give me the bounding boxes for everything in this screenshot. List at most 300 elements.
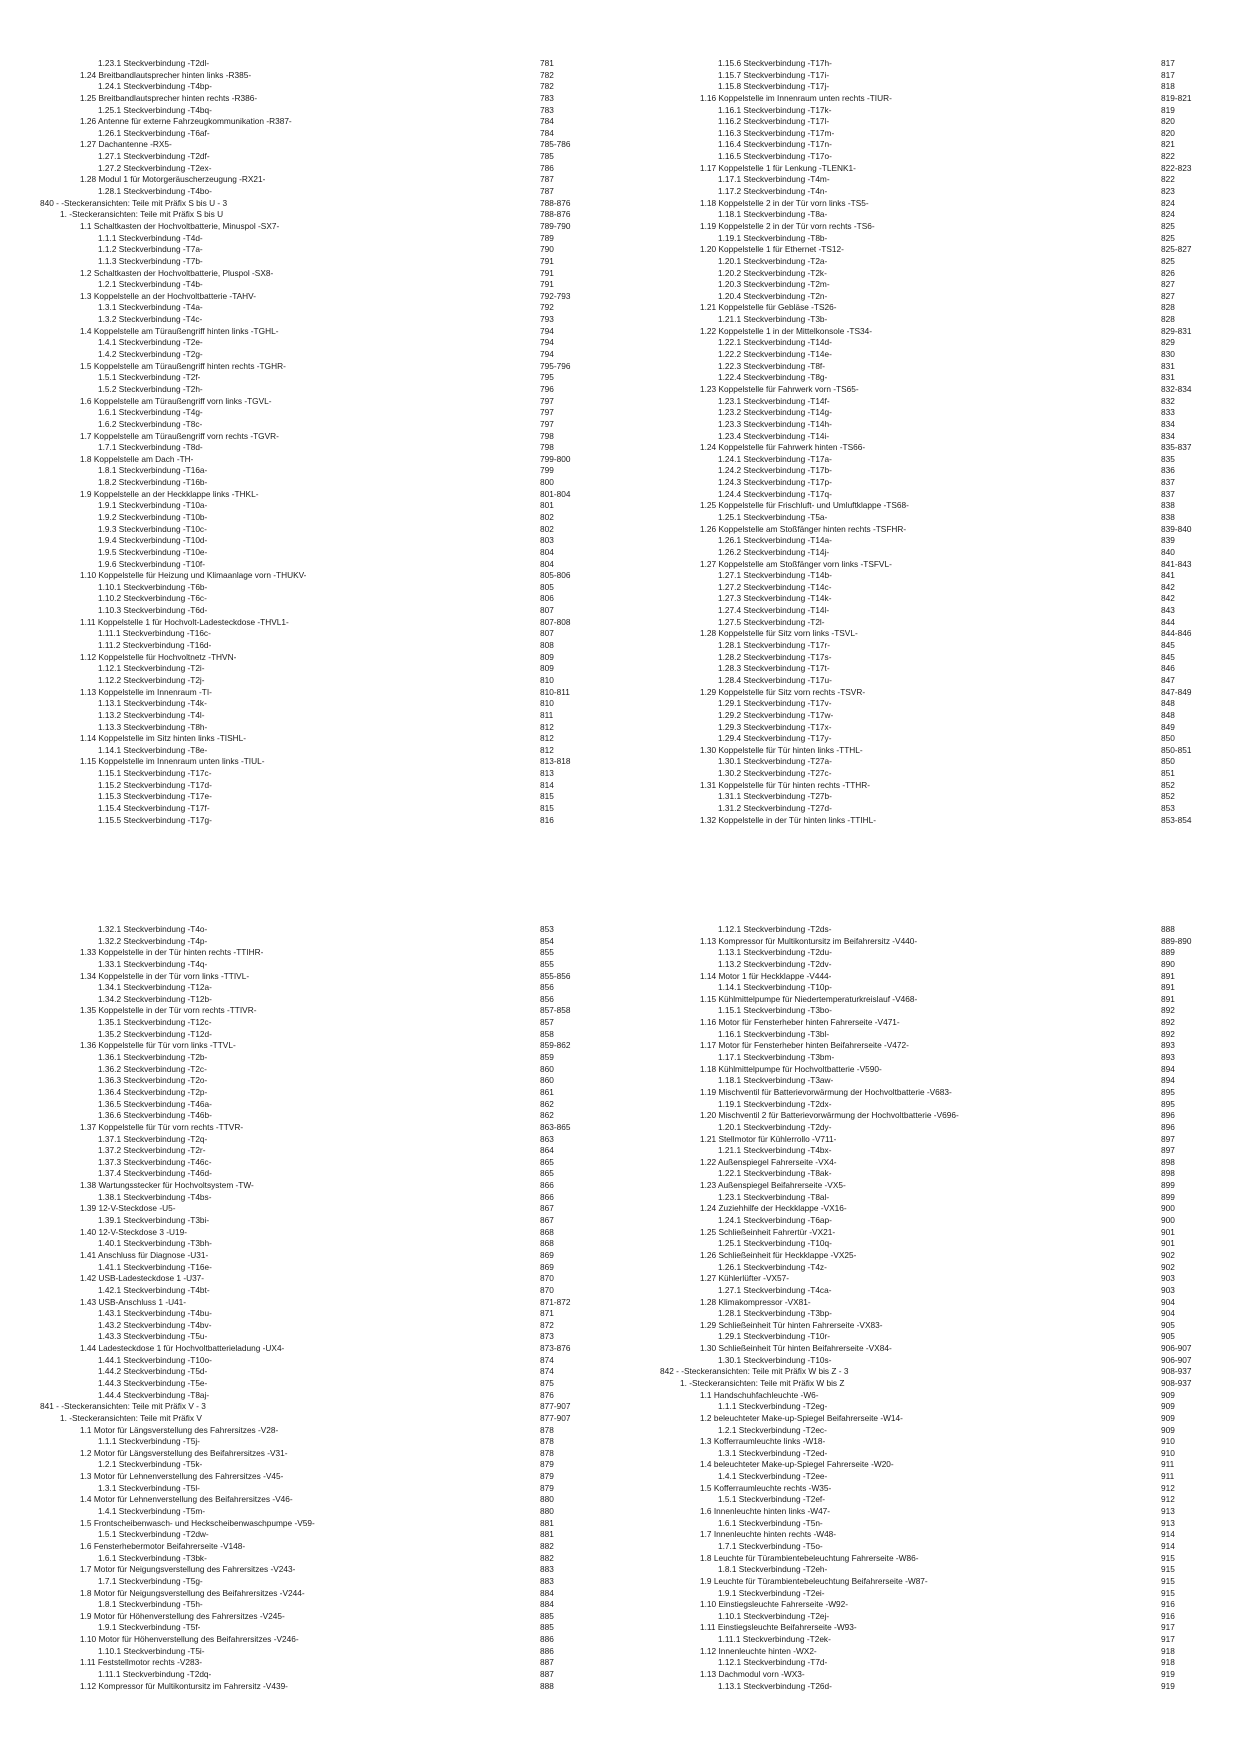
toc-entry [40, 268, 600, 280]
toc-entry [660, 163, 1220, 175]
toc-entry-page: 834 [1161, 430, 1175, 441]
toc-entry-page: 835-837 [1161, 442, 1192, 453]
toc-entry [40, 1168, 600, 1180]
toc-entry-title: 1.3 Kofferraumleuchte links -W18- [700, 1436, 826, 1447]
toc-entry [40, 722, 600, 734]
toc-entry-title: 1.8.1 Steckverbindung -T16a- [98, 465, 208, 476]
toc-entry [40, 1366, 600, 1378]
toc-entry-page: 857-858 [540, 1005, 571, 1016]
toc-entry-page: 795-796 [540, 360, 571, 371]
toc-entry [660, 151, 1220, 163]
toc-entry [40, 1203, 600, 1215]
toc-entry-page: 877-907 [540, 1412, 571, 1423]
toc-entry [660, 384, 1220, 396]
toc-entry [660, 186, 1220, 198]
toc-entry-title: 1.25.1 Steckverbindung -T5a- [718, 511, 828, 522]
toc-entry-page: 897 [1161, 1133, 1175, 1144]
toc-entry-page: 882 [540, 1540, 554, 1551]
toc-entry [660, 372, 1220, 384]
toc-entry-title: 1.18.1 Steckverbindung -T3aw- [718, 1075, 834, 1086]
toc-entry [660, 1681, 1220, 1693]
toc-entry [660, 1331, 1220, 1343]
toc-entry-page: 797 [540, 395, 554, 406]
toc-entry-title: 1.22 Außenspiegel Fahrerseite -VX4- [700, 1156, 837, 1167]
toc-entry-page: 851 [1161, 768, 1175, 779]
toc-entry [40, 431, 600, 443]
toc-entry-title: 1.9.1 Steckverbindung -T2ei- [718, 1587, 825, 1598]
toc-entry-title: 842 - -Steckeransichten: Teile mit Präfix W bis Z - 3 [660, 1366, 849, 1377]
toc-entry-page: 869 [540, 1249, 554, 1260]
toc-entry-title: 1.13.1 Steckverbindung -T4k- [98, 698, 207, 709]
toc-entry-title: 1.25.1 Steckverbindung -T10q- [718, 1238, 832, 1249]
toc-entry-title: 1.23.4 Steckverbindung -T14i- [718, 430, 830, 441]
toc-entry-title: 1.25 Breitbandlautsprecher hinten rechts -R386- [80, 92, 258, 103]
toc-entry [40, 1250, 600, 1262]
toc-entry [660, 326, 1220, 338]
toc-entry-title: 1.21 Koppelstelle für Gebläse -TS26- [700, 302, 837, 313]
toc-entry-title: 1.21 Stellmotor für Kühlerrollo -V711- [700, 1133, 837, 1144]
toc-entry-title: 1.9.1 Steckverbindung -T10a- [98, 500, 208, 511]
toc-entry-title: 1.17.1 Steckverbindung -T4m- [718, 174, 830, 185]
toc-entry-page: 903 [1161, 1273, 1175, 1284]
toc-entry-title: 1.8 Motor für Neigungsverstellung des Beifahrersitzes -V244- [80, 1587, 305, 1598]
toc-entry [40, 710, 600, 722]
toc-entry [660, 209, 1220, 221]
toc-entry-page: 815 [540, 791, 554, 802]
toc-entry-title: 1.39 12-V-Steckdose -U5- [80, 1203, 176, 1214]
toc-entry-title: 1.5.1 Steckverbindung -T2dw- [98, 1529, 209, 1540]
toc-entry-title: 1.29.1 Steckverbindung -T17v- [718, 698, 832, 709]
toc-entry-title: 1.11.1 Steckverbindung -T16c- [98, 628, 211, 639]
toc-entry-page: 829-831 [1161, 325, 1192, 336]
toc-entry [40, 198, 600, 210]
toc-entry [660, 1040, 1220, 1052]
toc-entry-title: 1.27 Kühlerlüfter -VX57- [700, 1273, 790, 1284]
toc-entry [40, 780, 600, 792]
toc-entry-page: 785-786 [540, 139, 571, 150]
toc-entry [660, 756, 1220, 768]
toc-entry [660, 733, 1220, 745]
toc-block-bottom-left [40, 924, 600, 1698]
toc-entry [40, 139, 600, 151]
toc-entry-title: 1.43 USB-Anschluss 1 -U41- [80, 1296, 187, 1307]
toc-entry-title: 1.37.3 Steckverbindung -T46c- [98, 1156, 212, 1167]
toc-entry-title: 1.3.1 Steckverbindung -T5l- [98, 1482, 200, 1493]
toc-entry-page: 819 [1161, 104, 1175, 115]
toc-entry [40, 663, 600, 675]
toc-entry [660, 1075, 1220, 1087]
toc-entry-page: 888 [1161, 924, 1175, 934]
toc-entry-title: 1.13.1 Steckverbindung -T26d- [718, 1680, 832, 1691]
toc-entry-page: 802 [540, 511, 554, 522]
toc-entry-page: 853-854 [1161, 814, 1192, 825]
toc-entry [660, 1529, 1220, 1541]
toc-entry-page: 891 [1161, 993, 1175, 1004]
toc-entry-title: 1.9.1 Steckverbindung -T5f- [98, 1622, 201, 1633]
toc-entry-page: 832 [1161, 395, 1175, 406]
toc-entry [40, 314, 600, 326]
toc-entry [660, 500, 1220, 512]
toc-entry-page: 906-907 [1161, 1343, 1192, 1354]
toc-entry-page: 844 [1161, 616, 1175, 627]
toc-entry [660, 477, 1220, 489]
toc-entry-page: 858 [540, 1028, 554, 1039]
toc-entry [660, 70, 1220, 82]
toc-entry-title: 1.1 Handschuhfachleuchte -W6- [700, 1389, 819, 1400]
toc-entry-title: 1.8.1 Steckverbindung -T2eh- [718, 1564, 828, 1575]
toc-entry [40, 1657, 600, 1669]
toc-entry [660, 1657, 1220, 1669]
toc-entry-title: 1.2 beleuchteter Make-up-Spiegel Beifahrerseite -W14- [700, 1412, 903, 1423]
toc-entry [660, 1064, 1220, 1076]
toc-entry [40, 791, 600, 803]
toc-entry-page: 817 [1161, 58, 1175, 68]
toc-entry [660, 419, 1220, 431]
toc-entry-page: 878 [540, 1447, 554, 1458]
toc-entry-page: 790 [540, 244, 554, 255]
toc-entry-page: 916 [1161, 1610, 1175, 1621]
toc-entry-title: 1.12.1 Steckverbindung -T2i- [98, 663, 205, 674]
toc-entry-page: 791 [540, 279, 554, 290]
toc-entry [660, 1576, 1220, 1588]
toc-entry-page: 807-808 [540, 616, 571, 627]
toc-entry-page: 841-843 [1161, 558, 1192, 569]
toc-entry-page: 885 [540, 1610, 554, 1621]
toc-entry-page: 824 [1161, 209, 1175, 220]
toc-entry [40, 1157, 600, 1169]
toc-entry [40, 1518, 600, 1530]
toc-entry-page: 794 [540, 337, 554, 348]
toc-entry-page: 853 [1161, 803, 1175, 813]
toc-entry-page: 848 [1161, 698, 1175, 709]
toc-entry-title: 1.26.1 Steckverbindung -T4z- [718, 1261, 827, 1272]
toc-entry-title: 1.34.2 Steckverbindung -T12b- [98, 993, 212, 1004]
toc-entry [660, 535, 1220, 547]
toc-entry-page: 845 [1161, 640, 1175, 651]
toc-entry-title: 1.44.3 Steckverbindung -T5e- [98, 1377, 208, 1388]
toc-entry-page: 840 [1161, 546, 1175, 557]
toc-entry [660, 1262, 1220, 1274]
toc-entry [40, 349, 600, 361]
toc-entry-page: 822 [1161, 151, 1175, 162]
toc-entry [40, 70, 600, 82]
toc-entry [660, 221, 1220, 233]
toc-entry-title: 1.26.2 Steckverbindung -T14j- [718, 546, 830, 557]
toc-entry [40, 1541, 600, 1553]
toc-entry-page: 835 [1161, 453, 1175, 464]
toc-entry [660, 442, 1220, 454]
toc-entry-title: 1.30.2 Steckverbindung -T27c- [718, 768, 832, 779]
toc-entry-title: 1.36.3 Steckverbindung -T2o- [98, 1075, 208, 1086]
toc-entry-title: 1.28.1 Steckverbindung -T3bp- [718, 1308, 832, 1319]
toc-entry-title: 1.28.3 Steckverbindung -T17t- [718, 663, 830, 674]
toc-entry [40, 1425, 600, 1437]
toc-entry-page: 804 [540, 546, 554, 557]
toc-entry [40, 1413, 600, 1425]
toc-entry [40, 756, 600, 768]
toc-entry-title: 1.10.1 Steckverbindung -T6b- [98, 581, 208, 592]
toc-entry [660, 547, 1220, 559]
toc-entry [660, 959, 1220, 971]
toc-entry-title: 1.20.4 Steckverbindung -T2n- [718, 290, 828, 301]
toc-entry-title: 1.3 Koppelstelle an der Hochvoltbatterie -TAHV- [80, 290, 257, 301]
toc-entry-page: 856 [540, 993, 554, 1004]
toc-entry-title: 1.23 Außenspiegel Beifahrerseite -VX5- [700, 1180, 846, 1191]
toc-entry-page: 860 [540, 1063, 554, 1074]
toc-entry-page: 912 [1161, 1494, 1175, 1505]
toc-entry-title: 1.6.1 Steckverbindung -T4g- [98, 407, 203, 418]
toc-entry-title: 1.15.8 Steckverbindung -T17j- [718, 81, 830, 92]
toc-entry [40, 1017, 600, 1029]
toc-entry [660, 687, 1220, 699]
toc-entry-title: 1.28.2 Steckverbindung -T17s- [718, 651, 832, 662]
toc-entry-title: 1.20 Mischventil 2 für Batterievorwärmung der Hochvoltbatterie -V696- [700, 1110, 959, 1121]
toc-entry-page: 899 [1161, 1191, 1175, 1202]
toc-entry-page: 842 [1161, 581, 1175, 592]
toc-entry [660, 314, 1220, 326]
toc-entry-page: 825 [1161, 255, 1175, 266]
toc-entry-page: 917 [1161, 1634, 1175, 1645]
toc-entry-page: 884 [540, 1587, 554, 1598]
toc-entry-page: 841 [1161, 570, 1175, 581]
toc-entry-page: 861 [540, 1086, 554, 1097]
toc-entry [40, 1320, 600, 1332]
toc-entry-title: 1.17.2 Steckverbindung -T4n- [718, 186, 828, 197]
toc-entry-page: 892 [1161, 1005, 1175, 1016]
toc-entry-page: 865 [540, 1168, 554, 1179]
toc-entry-page: 783 [540, 104, 554, 115]
toc-entry-page: 909 [1161, 1401, 1175, 1412]
toc-entry-page: 884 [540, 1599, 554, 1610]
toc-entry [660, 256, 1220, 268]
toc-entry-page: 882 [540, 1552, 554, 1563]
toc-entry-page: 902 [1161, 1249, 1175, 1260]
toc-entry [40, 1471, 600, 1483]
toc-entry-page: 823 [1161, 186, 1175, 197]
toc-entry [40, 1564, 600, 1576]
toc-entry-page: 886 [540, 1634, 554, 1645]
toc-entry [660, 1378, 1220, 1390]
toc-entry-title: 1.27.2 Steckverbindung -T2ex- [98, 162, 212, 173]
toc-entry [40, 163, 600, 175]
toc-entry-page: 815 [540, 803, 554, 813]
toc-entry [660, 1134, 1220, 1146]
toc-entry-title: 1.20.1 Steckverbindung -T2a- [718, 255, 828, 266]
toc-entry-title: 1.16.1 Steckverbindung -T17k- [718, 104, 832, 115]
toc-entry-title: 1.5.1 Steckverbindung -T2f- [98, 372, 201, 383]
toc-entry-title: 1.18 Koppelstelle 2 in der Tür vorn links -TS5- [700, 197, 869, 208]
toc-entry-page: 880 [540, 1494, 554, 1505]
toc-entry [40, 1215, 600, 1227]
toc-entry-page: 860 [540, 1075, 554, 1086]
toc-entry-title: 1.2.1 Steckverbindung -T5k- [98, 1459, 203, 1470]
toc-entry [40, 1529, 600, 1541]
toc-entry-title: 1.24 Zuziehhilfe der Heckklappe -VX16- [700, 1203, 847, 1214]
toc-entry-title: 1.43.2 Steckverbindung -T4bv- [98, 1319, 212, 1330]
toc-entry-title: 1.27.5 Steckverbindung -T2l- [718, 616, 825, 627]
toc-entry-title: 1.7 Motor für Neigungsverstellung des Fahrersitzes -V243- [80, 1564, 296, 1575]
toc-entry [660, 628, 1220, 640]
toc-entry-title: 1.20 Koppelstelle 1 für Ethernet -TS12- [700, 244, 844, 255]
toc-entry-title: 1.10.1 Steckverbindung -T2ej- [718, 1610, 830, 1621]
toc-entry [40, 947, 600, 959]
toc-entry-title: 1. -Steckeransichten: Teile mit Präfix W bis Z [680, 1377, 845, 1388]
toc-entry [660, 1180, 1220, 1192]
toc-entry-title: 1.29 Koppelstelle für Sitz vorn rechts -TSVR- [700, 686, 866, 697]
toc-entry-title: 1.27.1 Steckverbindung -T14b- [718, 570, 832, 581]
toc-entry-title: 1.44.2 Steckverbindung -T5d- [98, 1366, 208, 1377]
toc-entry [40, 337, 600, 349]
toc-entry-page: 810 [540, 674, 554, 685]
toc-entry-page: 913 [1161, 1506, 1175, 1517]
toc-entry-title: 1.6.1 Steckverbindung -T5n- [718, 1517, 823, 1528]
toc-entry-title: 1.19.1 Steckverbindung -T2dx- [718, 1098, 832, 1109]
toc-entry [40, 971, 600, 983]
toc-entry [40, 326, 600, 338]
toc-entry-title: 1.18.1 Steckverbindung -T8a- [718, 209, 828, 220]
toc-entry-page: 912 [1161, 1482, 1175, 1493]
toc-entry [40, 803, 600, 815]
toc-entry-page: 892 [1161, 1017, 1175, 1028]
toc-entry-page: 812 [540, 744, 554, 755]
toc-entry-title: 1.39.1 Steckverbindung -T3bi- [98, 1215, 210, 1226]
toc-entry-page: 827 [1161, 290, 1175, 301]
toc-entry-page: 825 [1161, 220, 1175, 231]
toc-entry-page: 792-793 [540, 290, 571, 301]
toc-entry-title: 1.5.2 Steckverbindung -T2h- [98, 383, 203, 394]
toc-entry-page: 896 [1161, 1121, 1175, 1132]
toc-entry [660, 337, 1220, 349]
toc-entry-title: 1.29.2 Steckverbindung -T17w- [718, 709, 834, 720]
toc-entry [40, 1390, 600, 1402]
toc-entry-title: 1.36.1 Steckverbindung -T2b- [98, 1052, 208, 1063]
toc-entry-page: 784 [540, 116, 554, 127]
toc-entry-page: 832-834 [1161, 383, 1192, 394]
toc-entry-title: 1.10.1 Steckverbindung -T5i- [98, 1645, 205, 1656]
toc-entry [40, 1285, 600, 1297]
toc-entry-title: 1.22.1 Steckverbindung -T14d- [718, 337, 832, 348]
toc-entry-title: 1.16 Motor für Fensterheber hinten Fahrerseite -V471- [700, 1017, 900, 1028]
toc-entry [40, 500, 600, 512]
toc-entry-title: 1.35 Koppelstelle in der Tür vorn rechts -TTIVR- [80, 1005, 257, 1016]
toc-entry-page: 862 [540, 1110, 554, 1121]
toc-entry-title: 1.30.1 Steckverbindung -T27a- [718, 756, 832, 767]
toc-entry-page: 785 [540, 151, 554, 162]
toc-entry-title: 1.32.2 Steckverbindung -T4p- [98, 935, 208, 946]
toc-entry [40, 1378, 600, 1390]
toc-entry-page: 887 [540, 1657, 554, 1668]
toc-entry [660, 349, 1220, 361]
toc-entry [660, 780, 1220, 792]
toc-entry [660, 1203, 1220, 1215]
toc-entry-page: 865 [540, 1156, 554, 1167]
toc-entry-title: 1.4 beleuchteter Make-up-Spiegel Fahrerseite -W20- [700, 1459, 894, 1470]
toc-entry-title: 1.5.1 Steckverbindung -T2ef- [718, 1494, 825, 1505]
toc-entry-title: 1.23 Koppelstelle für Fahrwerk vorn -TS65- [700, 383, 859, 394]
toc-entry-title: 1.24.4 Steckverbindung -T17q- [718, 488, 832, 499]
toc-entry [40, 1122, 600, 1134]
toc-entry-page: 849 [1161, 721, 1175, 732]
toc-entry-title: 1.26 Antenne für externe Fahrzeugkommunikation -R387- [80, 116, 292, 127]
toc-entry-page: 782 [540, 81, 554, 92]
toc-entry-title: 1.17.1 Steckverbindung -T3bm- [718, 1052, 835, 1063]
toc-entry-page: 837 [1161, 477, 1175, 488]
toc-entry [40, 959, 600, 971]
toc-entry [40, 1029, 600, 1041]
toc-entry [40, 1227, 600, 1239]
toc-entry [40, 442, 600, 454]
toc-entry-page: 908-937 [1161, 1377, 1192, 1388]
toc-entry-title: 1.15.1 Steckverbindung -T17c- [98, 768, 212, 779]
toc-entry-title: 1.28 Modul 1 für Motorgeräuscherzeugung -RX21- [80, 174, 266, 185]
toc-entry-page: 792 [540, 302, 554, 313]
toc-entry-title: 1.21.1 Steckverbindung -T4bx- [718, 1145, 832, 1156]
toc-entry-title: 1.3 Motor für Lehnenverstellung des Fahrersitzes -V45- [80, 1471, 284, 1482]
toc-entry [660, 1110, 1220, 1122]
toc-entry-title: 841 - -Steckeransichten: Teile mit Präfix V - 3 [40, 1401, 206, 1412]
toc-entry-page: 788-876 [540, 209, 571, 220]
toc-entry-page: 881 [540, 1517, 554, 1528]
toc-entry [660, 710, 1220, 722]
toc-entry [660, 174, 1220, 186]
toc-entry-page: 845 [1161, 651, 1175, 662]
toc-entry-title: 1.12.2 Steckverbindung -T2j- [98, 674, 205, 685]
toc-entry-page: 797 [540, 407, 554, 418]
toc-entry-title: 1.9 Koppelstelle an der Heckklappe links -THKL- [80, 488, 259, 499]
toc-entry-title: 1.1.1 Steckverbindung -T2eg- [718, 1401, 828, 1412]
toc-entry [40, 1064, 600, 1076]
toc-entry-page: 867 [540, 1203, 554, 1214]
toc-entry-title: 1.12 Innenleuchte hinten -WX2- [700, 1645, 817, 1656]
toc-entry-title: 1.23.2 Steckverbindung -T14g- [718, 407, 832, 418]
toc-entry-title: 1.9 Leuchte für Türambientebeleuchtung Beifahrerseite -W87- [700, 1575, 928, 1586]
toc-entry-page: 820 [1161, 127, 1175, 138]
toc-entry-title: 1.4.1 Steckverbindung -T2e- [98, 337, 203, 348]
toc-entry-title: 1.22.3 Steckverbindung -T8f- [718, 360, 825, 371]
toc-entry-title: 1.31.1 Steckverbindung -T27b- [718, 791, 832, 802]
toc-entry-title: 1.19.1 Steckverbindung -T8b- [718, 232, 828, 243]
toc-entry [40, 291, 600, 303]
toc-entry-title: 1.44.4 Steckverbindung -T8aj- [98, 1389, 210, 1400]
toc-entry [660, 233, 1220, 245]
toc-entry-page: 883 [540, 1564, 554, 1575]
toc-entry-page: 917 [1161, 1622, 1175, 1633]
toc-entry-page: 909 [1161, 1424, 1175, 1435]
toc-entry-page: 913 [1161, 1517, 1175, 1528]
toc-entry-page: 784 [540, 127, 554, 138]
toc-entry-title: 1.5 Frontscheibenwasch- und Heckscheibenwaschpumpe -V59- [80, 1517, 315, 1528]
toc-entry [40, 1646, 600, 1658]
toc-entry-page: 919 [1161, 1680, 1175, 1691]
toc-entry-title: 1.22.4 Steckverbindung -T8g- [718, 372, 828, 383]
toc-entry [660, 1390, 1220, 1402]
toc-entry-title: 1.35.1 Steckverbindung -T12c- [98, 1017, 212, 1028]
toc-entry-title: 1.6 Fensterhebermotor Beifahrerseite -V148- [80, 1540, 246, 1551]
toc-entry-page: 831 [1161, 360, 1175, 371]
toc-entry-title: 1.33 Koppelstelle in der Tür hinten rechts -TTIHR- [80, 947, 264, 958]
toc-entry [40, 1308, 600, 1320]
toc-entry [660, 1622, 1220, 1634]
toc-entry-title: 1.29.1 Steckverbindung -T10r- [718, 1331, 831, 1342]
toc-entry-page: 794 [540, 325, 554, 336]
toc-entry-title: 1.37.1 Steckverbindung -T2q- [98, 1133, 208, 1144]
toc-entry-title: 1.27.1 Steckverbindung -T2df- [98, 151, 210, 162]
toc-entry-page: 906-907 [1161, 1354, 1192, 1365]
toc-entry-page: 828 [1161, 314, 1175, 325]
toc-entry-title: 1.9.6 Steckverbindung -T10f- [98, 558, 205, 569]
toc-entry [660, 291, 1220, 303]
toc-entry [40, 1297, 600, 1309]
